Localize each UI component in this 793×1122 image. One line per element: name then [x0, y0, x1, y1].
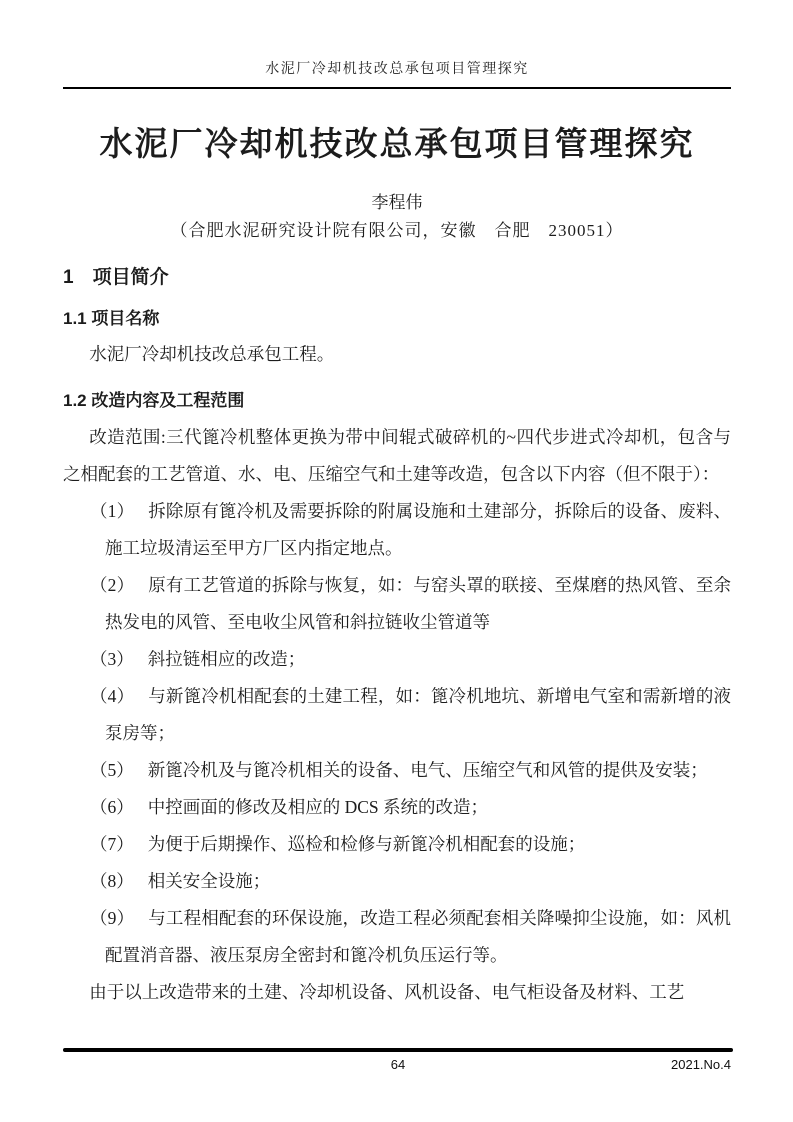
list-item-number: （8）: [90, 871, 134, 891]
issue-label: 2021.No.4: [671, 1057, 731, 1072]
section-heading-1-2: 1.2 改造内容及工程范围: [63, 391, 245, 410]
list-item-text: 拆除原有篦冷机及需要拆除的附属设施和土建部分，拆除后的设备、废料、施工垃圾清运至甲方厂区内指定地点。: [105, 501, 732, 558]
section-heading-1-1: 1.1 项目名称: [63, 309, 160, 328]
list-item: [63, 641, 731, 678]
list-item-text: 新篦冷机及与篦冷机相关的设备、电气、压缩空气和风管的提供及安装；: [147, 760, 708, 780]
list-item-text: 与工程相配套的环保设施，改造工程必须配套相关降噪抑尘设施，如：风机配置消音器、液压泵房全密封和篦冷机负压运行等。: [105, 908, 732, 965]
list-item-number: （9）: [90, 908, 135, 928]
scope-item-list: [63, 493, 731, 974]
list-item-number: （3）: [90, 649, 134, 669]
article-title: 水泥厂冷却机技改总承包项目管理探究: [99, 125, 695, 162]
list-item-number: （2）: [90, 575, 135, 595]
page-number: 64: [390, 1057, 406, 1072]
scope-paragraph: 改造范围:三代篦冷机整体更换为带中间辊式破碎机的~四代步进式冷却机，包含与之相配套的工艺管道、水、电、压缩空气和土建等改造，包含以下内容（但不限于）：: [63, 427, 731, 484]
footer-divider: [63, 1048, 733, 1052]
list-item: [63, 789, 731, 826]
list-item-number: （7）: [90, 834, 134, 854]
author-name: 李程伟: [371, 193, 423, 212]
list-item: [63, 826, 731, 863]
list-item: [63, 863, 731, 900]
list-item: [63, 678, 731, 752]
list-item-text: 中控画面的修改及相应的 DCS 系统的改造；: [147, 797, 489, 817]
running-header: 水泥厂冷却机技改总承包项目管理探究: [265, 62, 529, 77]
header-divider: [63, 87, 731, 89]
list-item-text: 相关安全设施；: [147, 871, 271, 891]
list-item: [63, 900, 731, 974]
list-item-number: （4）: [90, 686, 135, 706]
section-heading-1: 1 项目简介: [63, 267, 169, 288]
list-item-text: 为便于后期操作、巡检和检修与新篦冷机相配套的设施；: [147, 834, 586, 854]
list-item-text: 与新篦冷机相配套的土建工程，如：篦冷机地坑、新增电气室和需新增的液泵房等；: [105, 686, 732, 743]
list-item: [63, 752, 731, 789]
project-name-paragraph: 水泥厂冷却机技改总承包工程。: [89, 344, 335, 364]
closing-paragraph: 由于以上改造带来的土建、冷却机设备、风机设备、电气柜设备及材料、工艺: [89, 982, 685, 1002]
list-item-text: 斜拉链相应的改造；: [147, 649, 306, 669]
list-item-text: 原有工艺管道的拆除与恢复，如：与窑头罩的联接、至煤磨的热风管、至余热发电的风管、至电收尘风管和斜拉链收尘管道等: [105, 575, 732, 632]
list-item-number: （5）: [90, 760, 134, 780]
list-item: [63, 567, 731, 641]
author-affiliation: （合肥水泥研究设计院有限公司，安徽 合肥 230051）: [170, 221, 624, 240]
list-item-number: （6）: [90, 797, 134, 817]
list-item-number: （1）: [90, 501, 135, 521]
list-item: [63, 493, 731, 567]
